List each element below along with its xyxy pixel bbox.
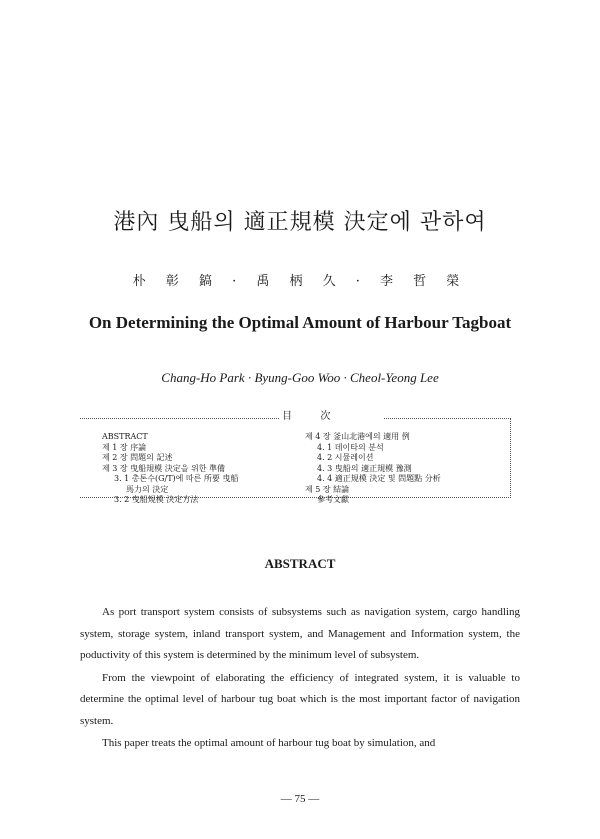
page-number: — 75 — [280, 793, 320, 805]
toc-item: 3. 1 총톤수(G/T)에 따른 所要 曳船 [114, 474, 239, 483]
paragraph: This paper treats the optimal amount of harbour tug boat by simulation, and [102, 737, 436, 749]
toc-item: 제 5 장 結論 [305, 484, 350, 494]
toc-item: 제 1 장 序論 [102, 442, 147, 452]
toc-item: 馬力의 決定 [126, 484, 169, 494]
table-of-contents [80, 411, 511, 504]
toc-item: 제 4 장 釜山北港에의 適用 例 [305, 432, 410, 441]
toc-item: 제 2 장 問題의 記述 [102, 453, 173, 462]
toc-item: 4. 3 曳船의 適正規模 豫測 [317, 463, 412, 473]
toc-item: ABSTRACT [102, 432, 148, 441]
toc-right-column [305, 432, 505, 506]
authors-english: Chang-Ho Park · Byung-Goo Woo · Cheol-Yeong Lee [161, 370, 439, 385]
toc-item: 제 3 장 曳船規模 決定을 위한 準備 [102, 463, 225, 473]
toc-item: 4. 2 시뮬레이션 [317, 453, 374, 462]
abstract-heading: ABSTRACT [264, 556, 336, 571]
paragraph: As port transport system consists of subsystems such as navigation system, cargo handling system, storage system, inland transport system, and Management and Information system, the poductivity of this system is determined by the minimum level of subsystem. [80, 606, 520, 661]
abstract-body [80, 602, 520, 756]
authors-korean: 朴 彰 鎬 · 禹 柄 久 · 李 哲 榮 [132, 274, 468, 289]
toc-left-column [102, 432, 302, 506]
toc-item: 4. 1 데이타의 분석 [317, 442, 384, 452]
paragraph: From the viewpoint of elaborating the efficiency of integrated system, it is valuable to determine the optimal level of harbour tug boat which is the most important factor of navigation system. [80, 671, 520, 727]
toc-item: 參考文獻 [317, 495, 349, 504]
toc-item: 4. 4 適正規模 決定 및 問題點 分析 [317, 474, 441, 483]
title-korean: 港內 曳船의 適正規模 決定에 관하여 [113, 210, 487, 235]
title-english: On Determining the Optimal Amount of Harbour Tagboat [88, 313, 512, 332]
toc-heading: 目 次 [280, 412, 384, 423]
toc-item: 3. 2 曳船規模 決定方法 [114, 495, 199, 504]
